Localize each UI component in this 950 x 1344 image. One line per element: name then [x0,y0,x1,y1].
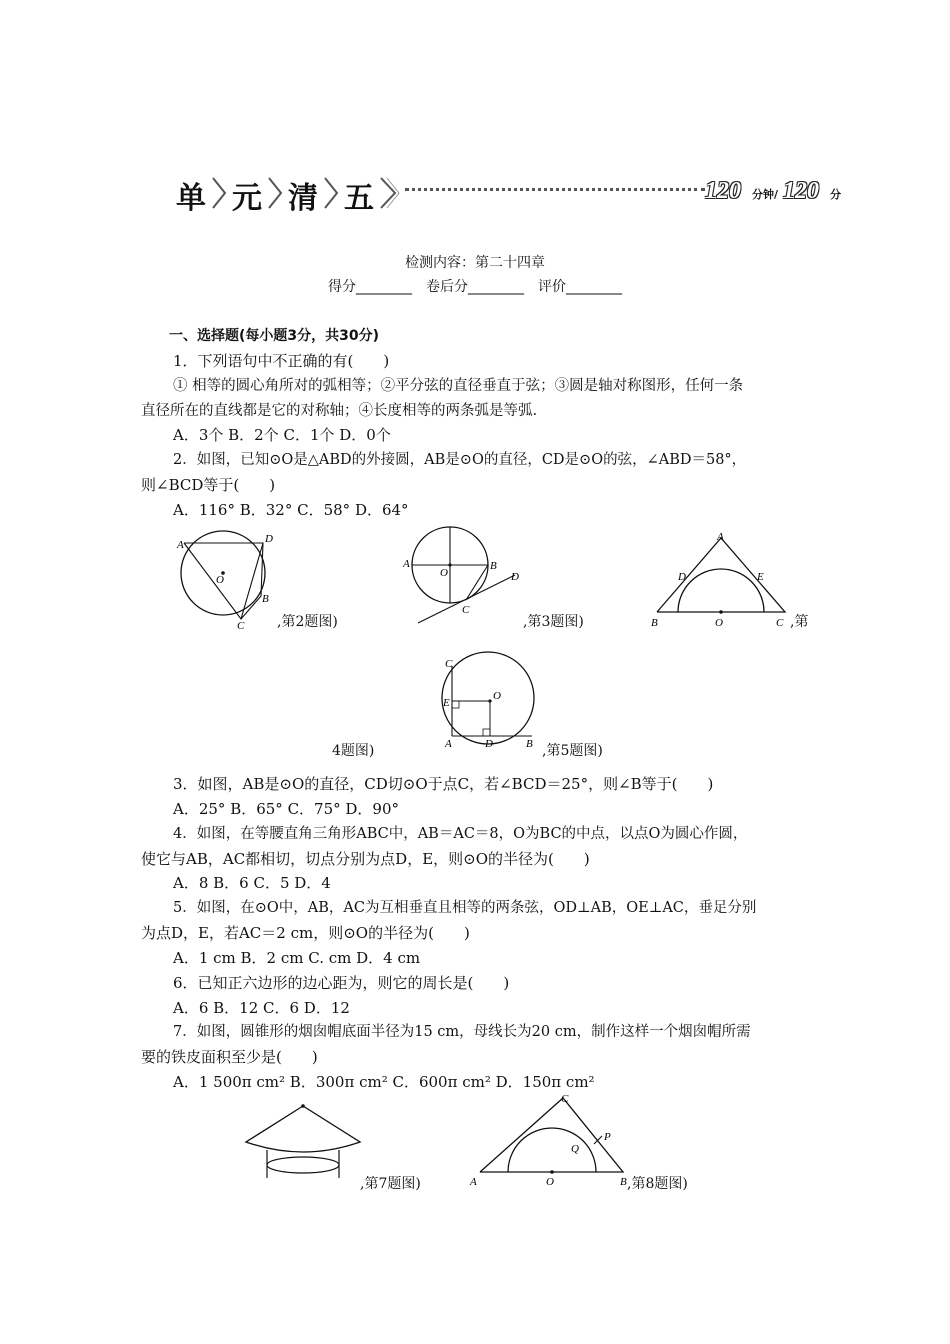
banner-char-4: 五 [344,181,374,216]
caption-fig4-part1: ,第 [790,614,809,630]
fig2-label: B [262,593,269,605]
score-value: 120 [783,178,819,204]
figure-q3 [400,525,530,630]
fig4-label: A [717,531,724,543]
figure-q4 [645,530,795,630]
fig2-label: A [177,539,184,551]
chevron-icon [322,176,342,210]
caption-fig5: ,第5题图) [542,743,603,759]
fig2-label: C [237,620,245,630]
fig3-label: O [440,567,448,579]
caption-fig8: ,第8题图) [627,1176,688,1192]
fig8-label: O [546,1176,554,1188]
q4-stem-line2: 使它与AB，AC都相切，切点分别为点D，E，则⊙O的半径为( ) [141,850,590,868]
time-value: 120 [705,178,741,204]
fig2-label: O [216,574,224,586]
q1-stem: 1．下列语句中不正确的有( ) [173,352,390,370]
time-unit: 分钟/ [752,188,779,201]
score-unit: 分 [830,188,841,201]
q2-stem-line1: 2．如图，已知⊙O是△ABD的外接圆，AB是⊙O的直径，CD是⊙O的弦，∠ABD＝58°， [173,452,747,468]
q3-stem: 3．如图，AB是⊙O的直径，CD切⊙O于点C，若∠BCD＝25°，则∠B等于( ) [173,775,714,793]
chevron-icon [210,176,230,210]
fig3-label: C [462,604,470,616]
figure-q8 [468,1090,638,1190]
q1-options: A．3个 B．2个 C．1个 D．0个 [173,426,391,444]
fig8-label: Q [571,1143,579,1155]
q3-options: A．25° B．65° C．75° D．90° [173,800,400,818]
fig4-label: O [715,617,723,629]
figure-q7 [240,1100,370,1185]
fig5-label: D [485,738,493,750]
chevron-icon [266,176,286,210]
fig5-label: A [445,738,452,750]
fig2-label: D [265,533,273,545]
fig5-label: B [526,738,533,750]
caption-fig7: ,第7题图) [360,1176,421,1192]
fig4-label: B [651,617,658,629]
q7-stem-line2: 要的铁皮面积至少是( ) [141,1048,318,1066]
fig3-label: B [490,560,497,572]
fig5-label: C [445,658,453,670]
q5-stem-line2: 为点D，E，若AC＝2 cm，则⊙O的半径为( ) [141,924,470,942]
q2-options: A．116° B．32° C．58° D．64° [173,501,409,519]
fig5-label: E [443,697,450,709]
q2-stem-line2: 则∠BCD等于( ) [141,476,276,494]
figure-q5 [435,650,545,755]
q7-options: A．1 500π cm² B．300π cm² C．600π cm² D．150π cm² [173,1073,595,1091]
q5-stem-line1: 5．如图，在⊙O中，AB，AC为互相垂直且相等的两条弦，OD⊥AB，OE⊥AC，垂足分别 [173,900,757,916]
banner-char-2: 元 [232,181,262,216]
fig8-label: C [561,1093,569,1105]
fig4-label: C [776,617,784,629]
q5-options: A．1 cm B．2 cm C. cm D．4 cm [173,949,421,967]
q6-stem: 6．已知正六边形的边心距为，则它的周长是( ) [173,974,510,992]
fig4-label: E [757,571,764,583]
fig4-label: D [678,571,686,583]
fig8-label: B [620,1176,627,1188]
q7-stem-line1: 7．如图，圆锥形的烟囱帽底面半径为15 cm，母线长为20 cm，制作这样一个烟囱帽所需 [173,1024,751,1040]
fig8-label: A [470,1176,477,1188]
q4-options: A．8 B．6 C．5 D．4 [173,874,331,892]
fig8-label: P [604,1131,611,1143]
caption-fig3: ,第3题图) [523,614,584,630]
content-line: 检测内容：第二十四章 [405,255,545,271]
score-line: 得分________ 卷后分________ 评价________ [328,279,622,295]
q4-stem-line1: 4．如图，在等腰直角三角形ABC中，AB＝AC＝8，O为BC的中点，以点O为圆心作圆， [173,826,748,842]
section-heading: 一、选择题(每小题3分，共30分) [169,328,380,344]
chevron-icon [378,176,402,210]
fig3-label: A [403,558,410,570]
fig3-label: D [511,571,519,583]
banner-char-3: 清 [288,181,318,216]
q1-body-line1: ① 相等的圆心角所对的弧相等；②平分弦的直径垂直于弦；③圆是轴对称图形，任何一条 [173,378,744,394]
banner-char-1: 单 [176,181,206,216]
caption-fig4-part2: 4题图) [332,743,375,759]
caption-fig2: ,第2题图) [277,614,338,630]
figure-q2 [170,530,280,630]
q6-options: A．6 B．12 C．6 D．12 [173,999,350,1017]
banner-dotted-rule [405,188,705,191]
q1-body-line2: 直径所在的直线都是它的对称轴；④长度相等的两条弧是等弧. [141,403,538,419]
fig5-label: O [493,690,501,702]
